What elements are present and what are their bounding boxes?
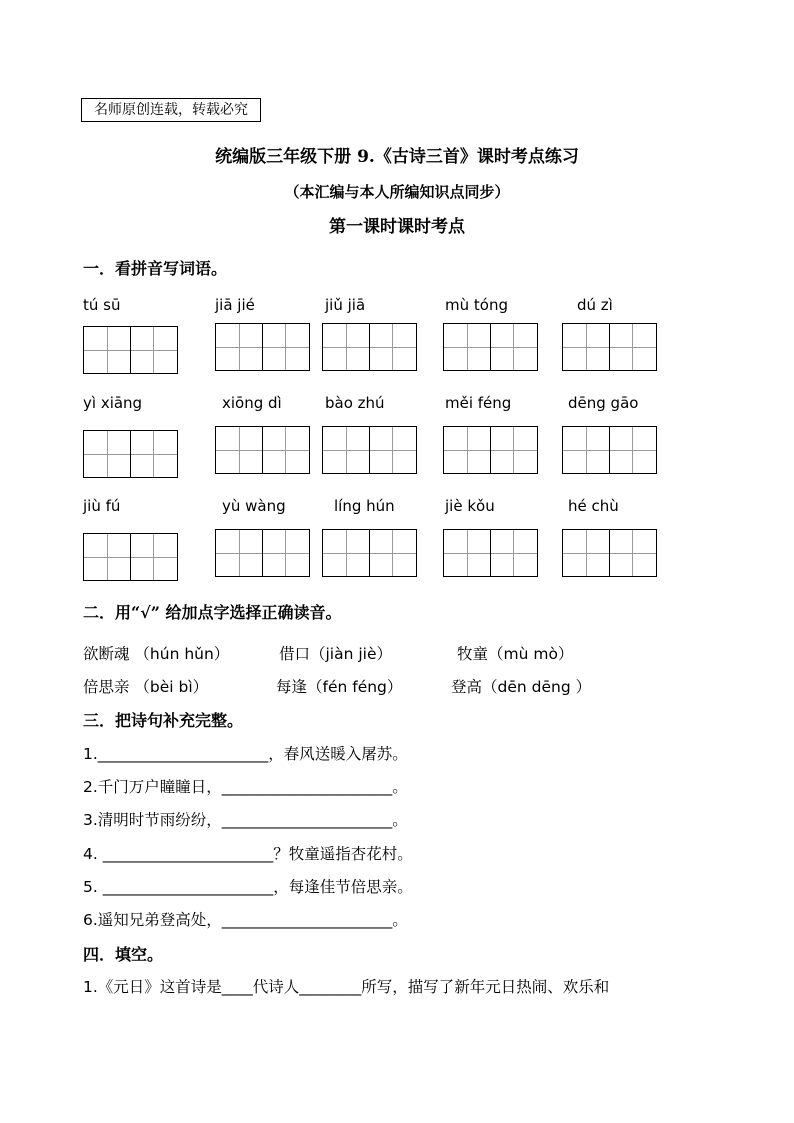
writing-grid[interactable] — [215, 426, 308, 474]
writing-cell[interactable] — [215, 529, 263, 577]
copyright-stamp: 名师原创连载，转载必究 — [81, 98, 261, 122]
poem-fill-line[interactable]: 5. ______________________，每逢佳节倍思亲。 — [83, 878, 413, 896]
writing-cell[interactable] — [322, 529, 370, 577]
writing-cell[interactable] — [130, 326, 178, 374]
writing-cell[interactable] — [83, 326, 131, 374]
writing-cell[interactable] — [215, 323, 263, 371]
reading-choice[interactable]: 欲断魂 （hún hǔn） — [83, 645, 230, 663]
section4-heading: 四．填空。 — [83, 945, 164, 964]
pinyin-label: mù tóng — [445, 296, 508, 314]
writing-cell[interactable] — [369, 426, 417, 474]
section3-heading: 三．把诗句补充完整。 — [83, 711, 244, 730]
writing-cell[interactable] — [369, 323, 417, 371]
poem-fill-line[interactable]: 4. ______________________？牧童遥指杏花村。 — [83, 845, 413, 863]
writing-cell[interactable] — [322, 426, 370, 474]
writing-grid[interactable] — [322, 529, 415, 577]
writing-grid[interactable] — [443, 323, 536, 371]
reading-choice[interactable]: 登高（dēn dēng ） — [451, 678, 592, 696]
pinyin-label: dēng gāo — [568, 394, 639, 412]
reading-choice[interactable]: 倍思亲 （bèi bì） — [83, 678, 209, 696]
writing-cell[interactable] — [443, 529, 491, 577]
pinyin-label: bào zhú — [325, 394, 385, 412]
lesson-title: 第一课时课时考点 — [329, 217, 465, 237]
pinyin-label: jiù fú — [83, 497, 121, 515]
poem-fill-line[interactable]: 2.千门万户瞳瞳日，______________________。 — [83, 778, 408, 796]
writing-cell[interactable] — [609, 529, 657, 577]
poem-fill-line[interactable]: 1.______________________，春风送暖入屠苏。 — [83, 745, 408, 763]
writing-cell[interactable] — [215, 426, 263, 474]
writing-cell[interactable] — [443, 426, 491, 474]
writing-grid[interactable] — [215, 529, 308, 577]
writing-cell[interactable] — [562, 529, 610, 577]
worksheet-title: 统编版三年级下册 9.《古诗三首》课时考点练习 — [215, 147, 579, 167]
poem-fill-line[interactable]: 3.清明时节雨纷纷，______________________。 — [83, 811, 408, 829]
writing-grid[interactable] — [562, 323, 655, 371]
writing-grid[interactable] — [443, 529, 536, 577]
worksheet-subtitle: （本汇编与本人所编知识点同步） — [284, 183, 510, 201]
writing-grid[interactable] — [83, 533, 176, 581]
reading-choice[interactable]: 借口（jiàn jiè） — [279, 645, 393, 663]
writing-grid[interactable] — [83, 430, 176, 478]
writing-cell[interactable] — [83, 430, 131, 478]
writing-cell[interactable] — [490, 426, 538, 474]
writing-cell[interactable] — [490, 529, 538, 577]
writing-grid[interactable] — [443, 426, 536, 474]
pinyin-label: dú zì — [577, 296, 613, 314]
poem-fill-line[interactable]: 6.遥知兄弟登高处，______________________。 — [83, 911, 408, 929]
writing-grid[interactable] — [562, 529, 655, 577]
writing-grid[interactable] — [322, 323, 415, 371]
pinyin-label: xiōng dì — [222, 394, 282, 412]
writing-cell[interactable] — [130, 533, 178, 581]
section2-heading: 二．用“√” 给加点字选择正确读音。 — [83, 603, 342, 622]
section1-heading: 一．看拼音写词语。 — [83, 259, 228, 278]
pinyin-label: yì xiāng — [83, 394, 143, 412]
writing-grid[interactable] — [562, 426, 655, 474]
writing-grid[interactable] — [322, 426, 415, 474]
fill-blank-line[interactable]: 1.《元日》这首诗是____代诗人________所写，描写了新年元日热闹、欢乐和 — [83, 978, 610, 996]
writing-cell[interactable] — [490, 323, 538, 371]
writing-grid[interactable] — [215, 323, 308, 371]
writing-cell[interactable] — [562, 426, 610, 474]
pinyin-label: měi féng — [445, 394, 512, 412]
writing-cell[interactable] — [262, 426, 310, 474]
writing-cell[interactable] — [369, 529, 417, 577]
pinyin-label: jiā jié — [215, 296, 255, 314]
pinyin-label: jiè kǒu — [445, 497, 495, 515]
writing-cell[interactable] — [562, 323, 610, 371]
writing-grid[interactable] — [83, 326, 176, 374]
writing-cell[interactable] — [130, 430, 178, 478]
writing-cell[interactable] — [262, 323, 310, 371]
pinyin-label: hé chù — [568, 497, 619, 515]
reading-choice[interactable]: 每逢（fén féng） — [276, 678, 403, 696]
writing-cell[interactable] — [609, 426, 657, 474]
pinyin-label: yù wàng — [222, 497, 286, 515]
pinyin-label: líng hún — [334, 497, 395, 515]
writing-cell[interactable] — [609, 323, 657, 371]
writing-cell[interactable] — [83, 533, 131, 581]
writing-cell[interactable] — [262, 529, 310, 577]
writing-cell[interactable] — [443, 323, 491, 371]
writing-cell[interactable] — [322, 323, 370, 371]
pinyin-label: tú sū — [83, 296, 121, 314]
pinyin-label: jiǔ jiā — [325, 296, 366, 314]
reading-choice[interactable]: 牧童（mù mò） — [457, 645, 574, 663]
